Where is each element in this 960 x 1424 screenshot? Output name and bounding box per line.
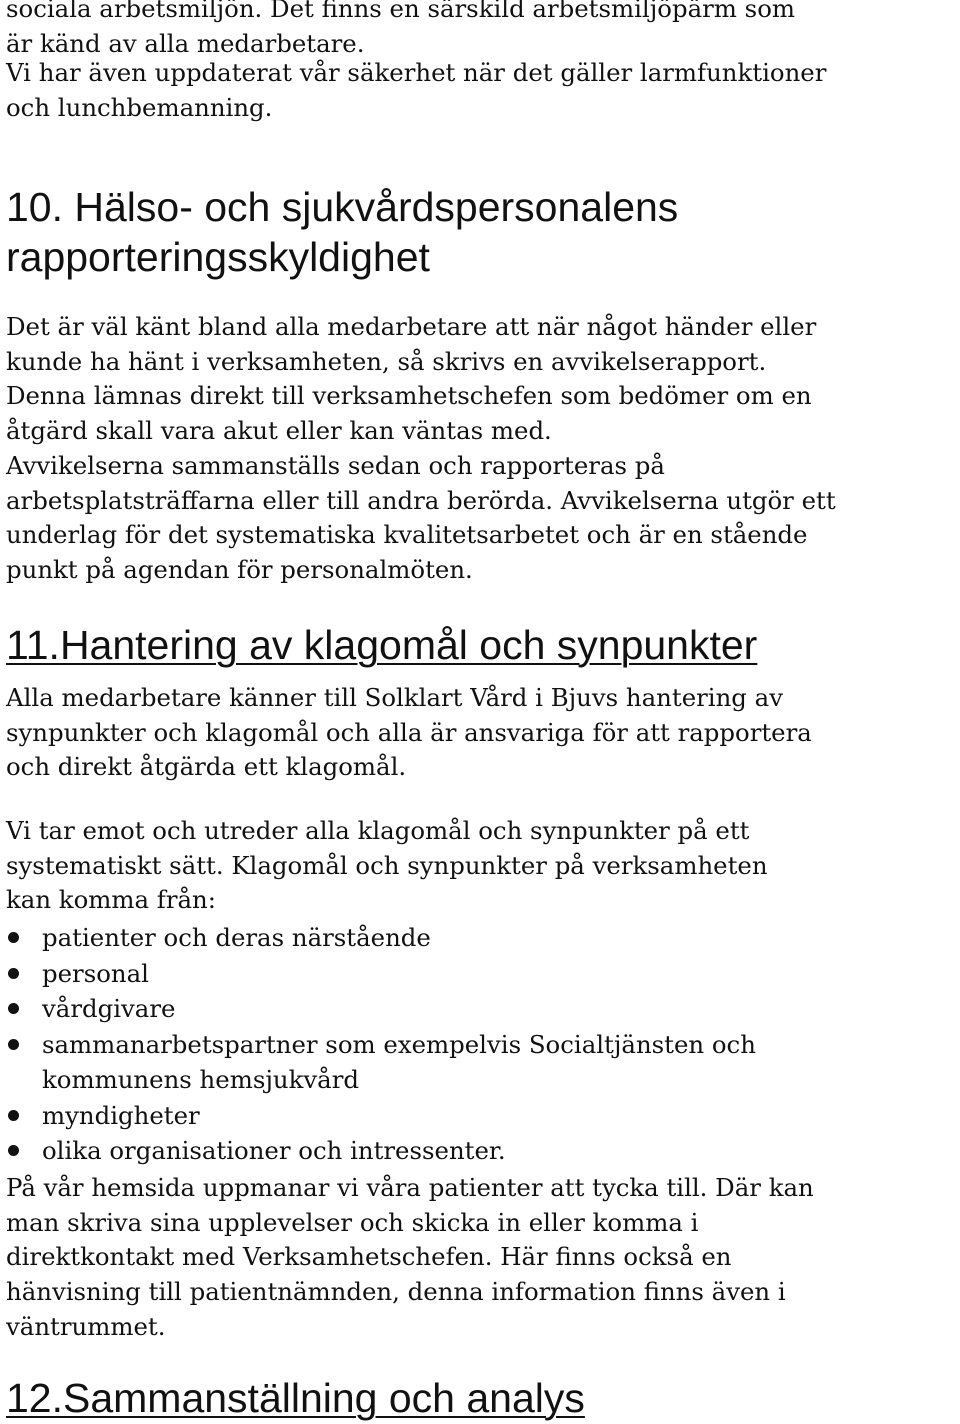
list-item-text: vårdgivare	[42, 994, 176, 1023]
heading-section-12: 12.Sammanställning och analys	[6, 1375, 585, 1421]
paragraph-complaints-sources-intro	[6, 814, 768, 918]
text-line: man skriva sina upplevelser och skicka in eller komma i	[6, 1207, 699, 1237]
text-line: sociala arbetsmiljön. Det finns en särskild arbetsmiljöpärm som	[6, 0, 796, 23]
list-item	[6, 1027, 954, 1098]
text-line: Alla medarbetare känner till Solklart Vård i Bjuvs hantering av	[6, 683, 783, 712]
text-line: åtgärd skall vara akut eller kan väntas med.	[6, 416, 552, 446]
text-line: kan komma från:	[6, 885, 216, 915]
list-item	[6, 1133, 954, 1169]
list-item	[6, 991, 954, 1027]
list-item-text: personal	[42, 958, 149, 988]
text-line: hänvisning till patientnämnden, denna information finns även i	[6, 1277, 786, 1307]
text-line: punkt på agendan för personalmöten.	[6, 554, 473, 584]
text-line: På vår hemsida uppmanar vi våra patienter att tycka till. Där kan	[6, 1173, 814, 1202]
bullet-icon	[8, 1145, 19, 1156]
paragraph-deviation-reports	[6, 310, 836, 588]
text-line: arbetsplatsträffarna eller till andra berörda. Avvikelserna utgör ett	[6, 485, 836, 515]
bullet-icon	[8, 1039, 19, 1050]
list-item-text: kommunens hemsjukvård	[42, 1065, 359, 1094]
list-item-text: myndigheter	[42, 1100, 200, 1130]
text-line: systematiskt sätt. Klagomål och synpunkter på verksamheten	[6, 850, 768, 880]
text-line: direktkontakt med Verksamhetschefen. Här finns också en	[6, 1242, 732, 1272]
heading-line: 10. Hälso- och sjukvårdspersonalens	[6, 184, 679, 230]
text-line: Vi har även uppdaterat vår säkerhet när det gäller larmfunktioner	[6, 58, 827, 87]
paragraph-complaints-handling	[6, 681, 812, 785]
text-line: är känd av alla medarbetare.	[6, 28, 365, 58]
bullet-icon	[8, 1003, 19, 1014]
text-line: och direkt åtgärda ett klagomål.	[6, 752, 407, 782]
paragraph-work-environment	[6, 0, 795, 61]
text-line: kunde ha hänt i verksamheten, så skrivs en avvikelserapport.	[6, 346, 767, 376]
heading-section-11: 11.Hantering av klagomål och synpunkter	[6, 622, 758, 668]
text-line: och lunchbemanning.	[6, 92, 273, 122]
text-line: synpunkter och klagomål och alla är ansvariga för att rapportera	[6, 717, 812, 747]
text-line: Vi tar emot och utreder alla klagomål och synpunkter på ett	[6, 816, 750, 845]
bullet-icon	[8, 1110, 19, 1121]
list-item	[6, 956, 954, 992]
list-item-text: olika organisationer och intressenter.	[42, 1136, 506, 1165]
heading-line: rapporteringsskyldighet	[6, 234, 430, 280]
list-item-text: patienter och deras närstående	[42, 923, 431, 952]
paragraph-website-feedback	[6, 1171, 814, 1345]
text-line: Denna lämnas direkt till verksamhetschefen som bedömer om en	[6, 381, 812, 411]
text-line: Det är väl känt bland alla medarbetare att när något händer eller	[6, 312, 817, 341]
text-line: underlag för det systematiska kvalitetsarbetet och är en stående	[6, 520, 808, 550]
list-item-text: sammanarbetspartner som exempelvis Socialtjänsten och	[42, 1029, 756, 1059]
bullet-icon	[8, 932, 19, 943]
heading-section-10	[6, 182, 678, 282]
text-line: Avvikelserna sammanställs sedan och rapporteras på	[6, 450, 665, 480]
list-item	[6, 920, 954, 956]
complaint-sources-list	[6, 920, 954, 1169]
text-line: väntrummet.	[6, 1311, 166, 1341]
paragraph-security	[6, 56, 826, 125]
bullet-icon	[8, 968, 19, 979]
list-item	[6, 1098, 954, 1134]
